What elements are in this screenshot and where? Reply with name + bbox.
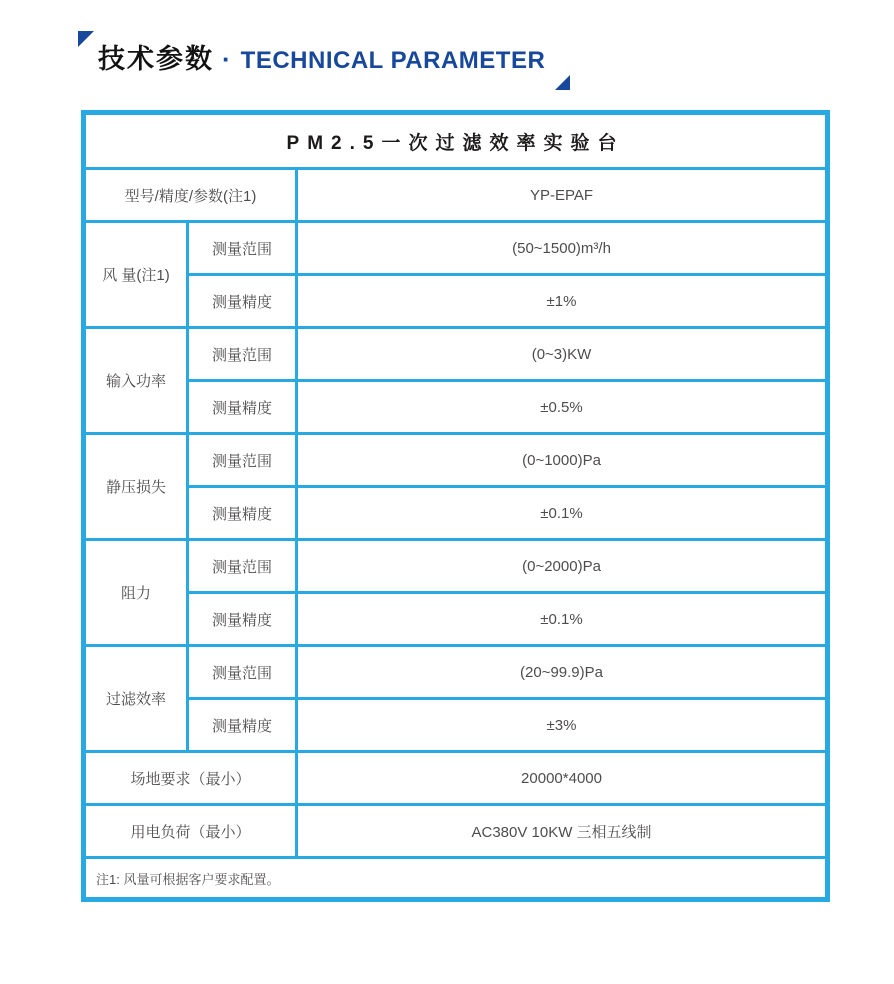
section-title-cn: 技术参数 <box>98 44 214 74</box>
table-row <box>84 699 828 752</box>
footer-label: 场地要求（最小） <box>84 752 297 805</box>
cell-value: (20~99.9)Pa <box>297 646 828 699</box>
cell-value: ±0.1% <box>297 593 828 646</box>
model-value: YP-EPAF <box>297 169 828 222</box>
cell-value: ±3% <box>297 699 828 752</box>
sub-label: 测量精度 <box>188 487 297 540</box>
table-row <box>84 381 828 434</box>
table-row <box>84 275 828 328</box>
model-label: 型号/精度/参数(注1) <box>84 169 297 222</box>
cell-value: (0~1000)Pa <box>297 434 828 487</box>
power-load-row <box>84 805 828 858</box>
table-row <box>84 540 828 593</box>
group-label-static-pressure-loss: 静压损失 <box>84 434 188 540</box>
footer-value: AC380V 10KW 三相五线制 <box>297 805 828 858</box>
table-note: 注1: 风量可根据客户要求配置。 <box>84 858 828 900</box>
table-row <box>84 434 828 487</box>
sub-label: 测量精度 <box>188 275 297 328</box>
cell-value: ±0.1% <box>297 487 828 540</box>
footer-value: 20000*4000 <box>297 752 828 805</box>
site-requirement-row <box>84 752 828 805</box>
sub-label: 测量范围 <box>188 222 297 275</box>
corner-triangle-top-left-icon <box>78 31 94 47</box>
cell-value: (0~2000)Pa <box>297 540 828 593</box>
sub-label: 测量范围 <box>188 540 297 593</box>
table-title-row <box>84 113 828 169</box>
table-row <box>84 222 828 275</box>
model-row <box>84 169 828 222</box>
table-row <box>84 487 828 540</box>
table-row <box>84 593 828 646</box>
sub-label: 测量精度 <box>188 699 297 752</box>
table-row <box>84 328 828 381</box>
footer-label: 用电负荷（最小） <box>84 805 297 858</box>
cell-value: (0~3)KW <box>297 328 828 381</box>
section-title <box>98 37 545 76</box>
sub-label: 测量范围 <box>188 434 297 487</box>
sub-label: 测量范围 <box>188 646 297 699</box>
title-separator-dot: · <box>222 44 231 74</box>
sub-label: 测量范围 <box>188 328 297 381</box>
technical-parameter-table <box>81 110 830 902</box>
sub-label: 测量精度 <box>188 381 297 434</box>
note-row <box>84 858 828 900</box>
sub-label: 测量精度 <box>188 593 297 646</box>
cell-value: ±1% <box>297 275 828 328</box>
group-label-resistance: 阻力 <box>84 540 188 646</box>
cell-value: ±0.5% <box>297 381 828 434</box>
section-title-en: TECHNICAL PARAMETER <box>240 47 546 74</box>
cell-value: (50~1500)m³/h <box>297 222 828 275</box>
group-label-filtration-efficiency: 过滤效率 <box>84 646 188 752</box>
parameter-table-container <box>81 110 830 902</box>
table-title: PM2.5一次过滤效率实验台 <box>84 113 828 169</box>
section-header <box>78 31 570 76</box>
corner-triangle-bottom-right-icon <box>555 75 570 90</box>
table-row <box>84 646 828 699</box>
group-label-input-power: 输入功率 <box>84 328 188 434</box>
group-label-air-volume: 风 量(注1) <box>84 222 188 328</box>
